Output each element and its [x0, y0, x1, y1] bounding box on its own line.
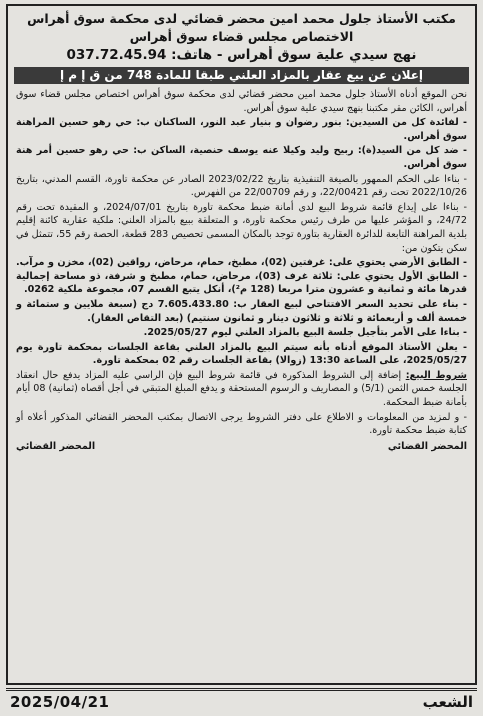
postpone-paragraph: - بناءا على الأمر بتأجيل جلسة البيع بالمزاد العلني ليوم 2025/05/27. [143, 327, 467, 339]
applicants-paragraph: - لفائدة كل من السيدين: بنور رضوان و بنيار عبد النور، الساكنان ب: حي رهو حسين المراهنة سوق أهراس. [16, 117, 467, 142]
office-title: مكتب الأستاذ جلول محمد امين محضر قضائي لدى محكمة سوق أهراس [27, 11, 456, 26]
terms-paragraph [16, 369, 467, 410]
office-address-phone: نهج سيدي علية سوق أهراس - هاتف: 037.72.45.94 [66, 47, 417, 63]
newspaper-name: الشعب [422, 692, 473, 711]
publication-date: 2025/04/21 [10, 692, 110, 711]
defendant-paragraph: - ضد كل من السيد(ة): ربيح وليد وكيلا عنه يوسف حنصية، الساكن ب: حي رهو حسين أمر هنة سوق أهراس. [16, 145, 467, 170]
signature-right: المحضر القضائي [387, 440, 467, 452]
intro-paragraph: نحن الموقع أدناه الأستاذ جلول محمد امين محضر قضائي لدى محكمة سوق أهراس اختصاص مجلس قضاء سوق أهراس، الكائن مقر مكتبنا بنهج سيدي علية سوق أهراس. [16, 89, 467, 114]
notice-body [16, 88, 467, 453]
legal-notice [6, 4, 477, 685]
contact-paragraph: - و لمزيد من المعلومات و الاطلاع على دفتر الشروط يرجى الاتصال بمكتب المحضر القضائي المذكور أعلاه أو كتابة ضبط محكمة تاورة. [16, 411, 467, 437]
notice-banner: إعلان عن بيع عقار بالمزاد العلني طبقا للمادة 748 من ق إ م إ [14, 67, 469, 84]
deposit-paragraph: - بناءا على إيداع قائمة شروط البيع لدى أمانة ضبط محكمة تاورة بتاريخ 2024/07/01، و المقيدة تحت رقم 24/72، و المؤشر عليها من طرف رئيس محكمة تاورة، و المتعلقة ببيع بالمزاد العلني: ملكية عقارية كائنة إقليم بلدية المراهنة التابعة للدائرة العقارية بتاورة توجد بالمكان المسمى تحصيص 283 قطعة، الحصة رقم 55، تتمثل في سكن يتكون من: [16, 201, 468, 254]
newspaper-footer [6, 688, 477, 712]
terms-text: إضافة إلى الشروط المذكورة في قائمة شروط البيع فإن الراسي عليه المزاد يدفع حال انعقاد الجلسة خمس الثمن (5/1) و المصاريف و الرسوم المستحقة و يدفع المبلغ المتبقي في أجل أقصاه (ثمانية) 08 أيام بأمانة ضبط المحكمة. [16, 369, 468, 409]
signature-row [16, 440, 467, 454]
office-jurisdiction: الاختصاص مجلس قضاء سوق أهراس [129, 29, 354, 44]
price-paragraph: - بناء على تحديد السعر الافتتاحي لبيع العقار ب: 7.605.433.80 دج (سبعة ملايين و ستمائة و خمسة ألف و أربعمائة و ثلاثة و ثلاثون دينار و ثمانون سنتيم) (بعد التقاص العقار). [16, 298, 467, 324]
property-description: - الطابق الأرضي يحتوي على: غرفتين (02)، مطبخ، حمام، مرحاض، رواقين (02)، مخزن و مرآب. - الطابق الأول يحتوي على: ثلاثة غرف (03)، مرحاض، حمام، مطبخ و شرفة، ذو مساحة إجمالية قدرها مائة و ثمانية و عشرون مترا مربعا (128 م²)، أنكل يتبع القسم 07، مجموعة ملكية 0262. [16, 257, 467, 296]
announce-paragraph: - يعلن الأستاذ الموقع أدناه بأنه سيتم البيع بالمزاد العلني بقاعة الجلسات بمحكمة تاورة يوم 2025/05/27، على الساعة 13:30 (زوالا) بقاعة الجلسات رقم 02 بمحكمة تاورة. [16, 341, 467, 367]
judgment-paragraph: - بناءا على الحكم الممهور بالصيغة التنفيذية بتاريخ 2023/02/22 الصادر عن محكمة تاورة، القسم المدني، بتاريخ 2022/10/26 تحت رقم 22/00421، و رقم 22/00709 من الفهرس. [16, 173, 467, 199]
signature-left: المحضر القضائي [16, 440, 96, 452]
terms-title: شروط البيع: [405, 369, 467, 381]
